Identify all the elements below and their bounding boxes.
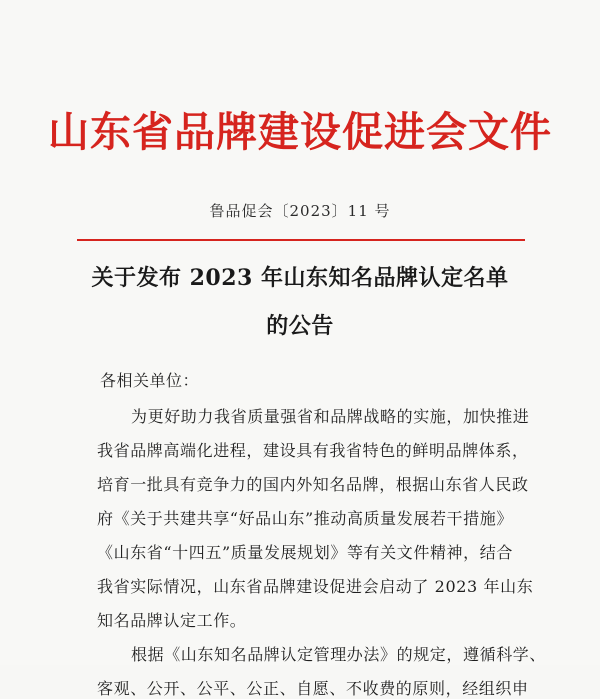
body-line: 府《关于共建共享“好品山东”推动高质量发展若干措施》 — [97, 509, 513, 528]
salutation: 各相关单位： — [100, 371, 200, 390]
body-line: 知名品牌认定工作。 — [97, 611, 247, 630]
body-line: 培育一批具有竞争力的国内外知名品牌，根据山东省人民政 — [97, 475, 529, 494]
body-line: 我省品牌高端化进程，建设具有我省特色的鲜明品牌体系， — [97, 441, 529, 460]
document-number: 鲁品促会〔2023〕11 号 — [209, 202, 391, 220]
body-line: 我省实际情况，山东省品牌建设促进会启动了 2023 年山东 — [97, 577, 534, 596]
issuing-organization-header: 山东省品牌建设促进会文件 — [48, 108, 552, 156]
body-line: 为更好助力我省质量强省和品牌战略的实施，加快推进 — [131, 407, 530, 426]
red-divider-line — [77, 239, 525, 241]
notice-title-line-2: 的公告 — [266, 313, 334, 339]
notice-title-line-1: 关于发布 2023 年山东知名品牌认定名单 — [91, 265, 509, 291]
body-line: 客观、公开、公平、公正、自愿、不收费的原则，经组织申 — [97, 679, 529, 698]
body-line: 《山东省“十四五”质量发展规划》等有关文件精神，结合 — [97, 543, 513, 562]
body-line: 根据《山东知名品牌认定管理办法》的规定，遵循科学、 — [131, 645, 547, 664]
